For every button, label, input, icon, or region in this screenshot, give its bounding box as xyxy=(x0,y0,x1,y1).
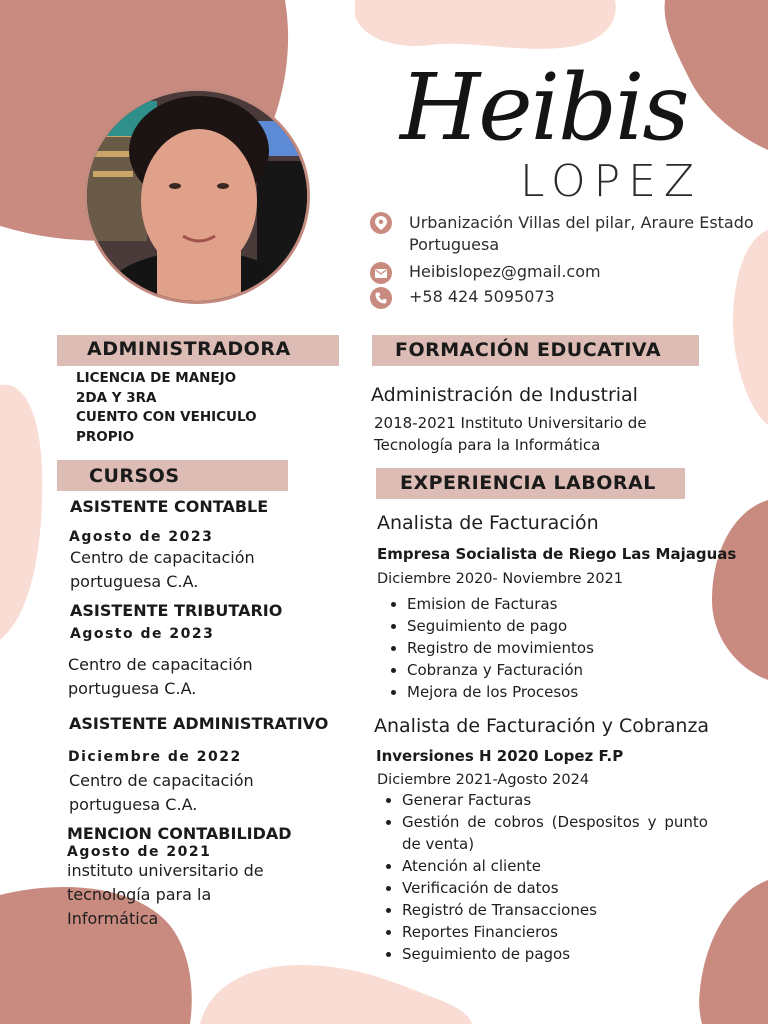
job-period: Diciembre 2021-Agosto 2024 xyxy=(377,772,590,788)
education-title: FORMACIÓN EDUCATIVA xyxy=(395,339,662,361)
list-item: • Registró de Transacciones xyxy=(402,899,708,921)
list-item: • Atención al cliente xyxy=(402,855,708,877)
contact-phone xyxy=(370,287,555,309)
job-period: Diciembre 2020- Noviembre 2021 xyxy=(377,571,624,587)
job-title: Analista de Facturación y Cobranza xyxy=(374,715,710,737)
list-item: • Emision de Facturas xyxy=(407,593,707,615)
address-text: Urbanización Villas del pilar, Araure Estado Portuguesa xyxy=(409,213,754,254)
first-name: Heibis xyxy=(400,54,688,161)
education-detail: 2018-2021 Instituto Universitario de Tecnología para la Informática xyxy=(374,414,647,454)
list-item: • Cobranza y Facturación xyxy=(407,659,707,681)
courses-title: CURSOS xyxy=(89,465,180,487)
course-name: ASISTENTE CONTABLE xyxy=(70,497,269,516)
course-date: Agosto de 2023 xyxy=(69,529,214,545)
list-item: • Seguimiento de pagos xyxy=(402,943,708,965)
profile-detail: CUENTO CON VEHICULO xyxy=(76,409,257,425)
mail-icon xyxy=(370,262,392,284)
blob-top-center xyxy=(355,0,616,49)
phone-text: +58 424 5095073 xyxy=(409,287,555,306)
blob-right-light xyxy=(733,230,768,425)
blob-bottom-right xyxy=(699,880,768,1024)
course-name: ASISTENTE TRIBUTARIO xyxy=(70,601,283,620)
profile-title: ADMINISTRADORA xyxy=(87,338,291,360)
course-name: ASISTENTE ADMINISTRATIVO xyxy=(69,714,329,733)
job-task-list xyxy=(385,593,707,703)
blob-right-mid xyxy=(712,500,768,680)
profile-detail: LICENCIA DE MANEJO xyxy=(76,370,237,386)
last-name: LOPEZ xyxy=(520,156,703,207)
contact-address xyxy=(370,212,759,256)
contact-email xyxy=(370,262,601,284)
list-item: • Reportes Financieros xyxy=(402,921,708,943)
blob-left-light xyxy=(0,385,42,640)
profile-detail: 2DA Y 3RA xyxy=(76,389,157,406)
job-company: Empresa Socialista de Riego Las Majaguas xyxy=(377,545,737,563)
experience-title: EXPERIENCIA LABORAL xyxy=(400,472,656,494)
list-item: • Generar Facturas xyxy=(402,789,708,811)
blob-bottom-center xyxy=(200,965,472,1024)
job-company: Inversiones H 2020 Lopez F.P xyxy=(376,747,624,765)
phone-icon xyxy=(370,287,392,309)
list-item: • Mejora de los Procesos xyxy=(407,681,707,703)
course-place: instituto universitario de tecnología para la Informática xyxy=(67,861,264,928)
list-item: • Registro de movimientos xyxy=(407,637,707,659)
email-link[interactable]: Heibislopez@gmail.com xyxy=(409,262,601,281)
list-item: • Verificación de datos xyxy=(402,877,708,899)
list-item: • Gestión de cobros (Despositos y punto de venta) xyxy=(402,811,708,855)
course-name: MENCION CONTABILIDAD xyxy=(67,824,292,843)
course-place: Centro de capacitación portuguesa C.A. xyxy=(68,655,253,698)
degree-title: Administración de Industrial xyxy=(371,384,638,406)
profile-photo xyxy=(84,88,310,304)
list-item: • Seguimiento de pago xyxy=(407,615,707,637)
course-date: Agosto de 2023 xyxy=(70,626,215,642)
course-place: Centro de capacitación portuguesa C.A. xyxy=(70,548,255,591)
location-pin-icon xyxy=(370,212,392,234)
profile-details xyxy=(76,369,257,447)
job-title: Analista de Facturación xyxy=(377,512,599,534)
job-task-list xyxy=(380,789,708,965)
course-place: Centro de capacitación portuguesa C.A. xyxy=(69,771,254,814)
course-date: Agosto de 2021 xyxy=(67,844,212,860)
profile-detail: PROPIO xyxy=(76,428,135,445)
course-date: Diciembre de 2022 xyxy=(68,749,242,765)
